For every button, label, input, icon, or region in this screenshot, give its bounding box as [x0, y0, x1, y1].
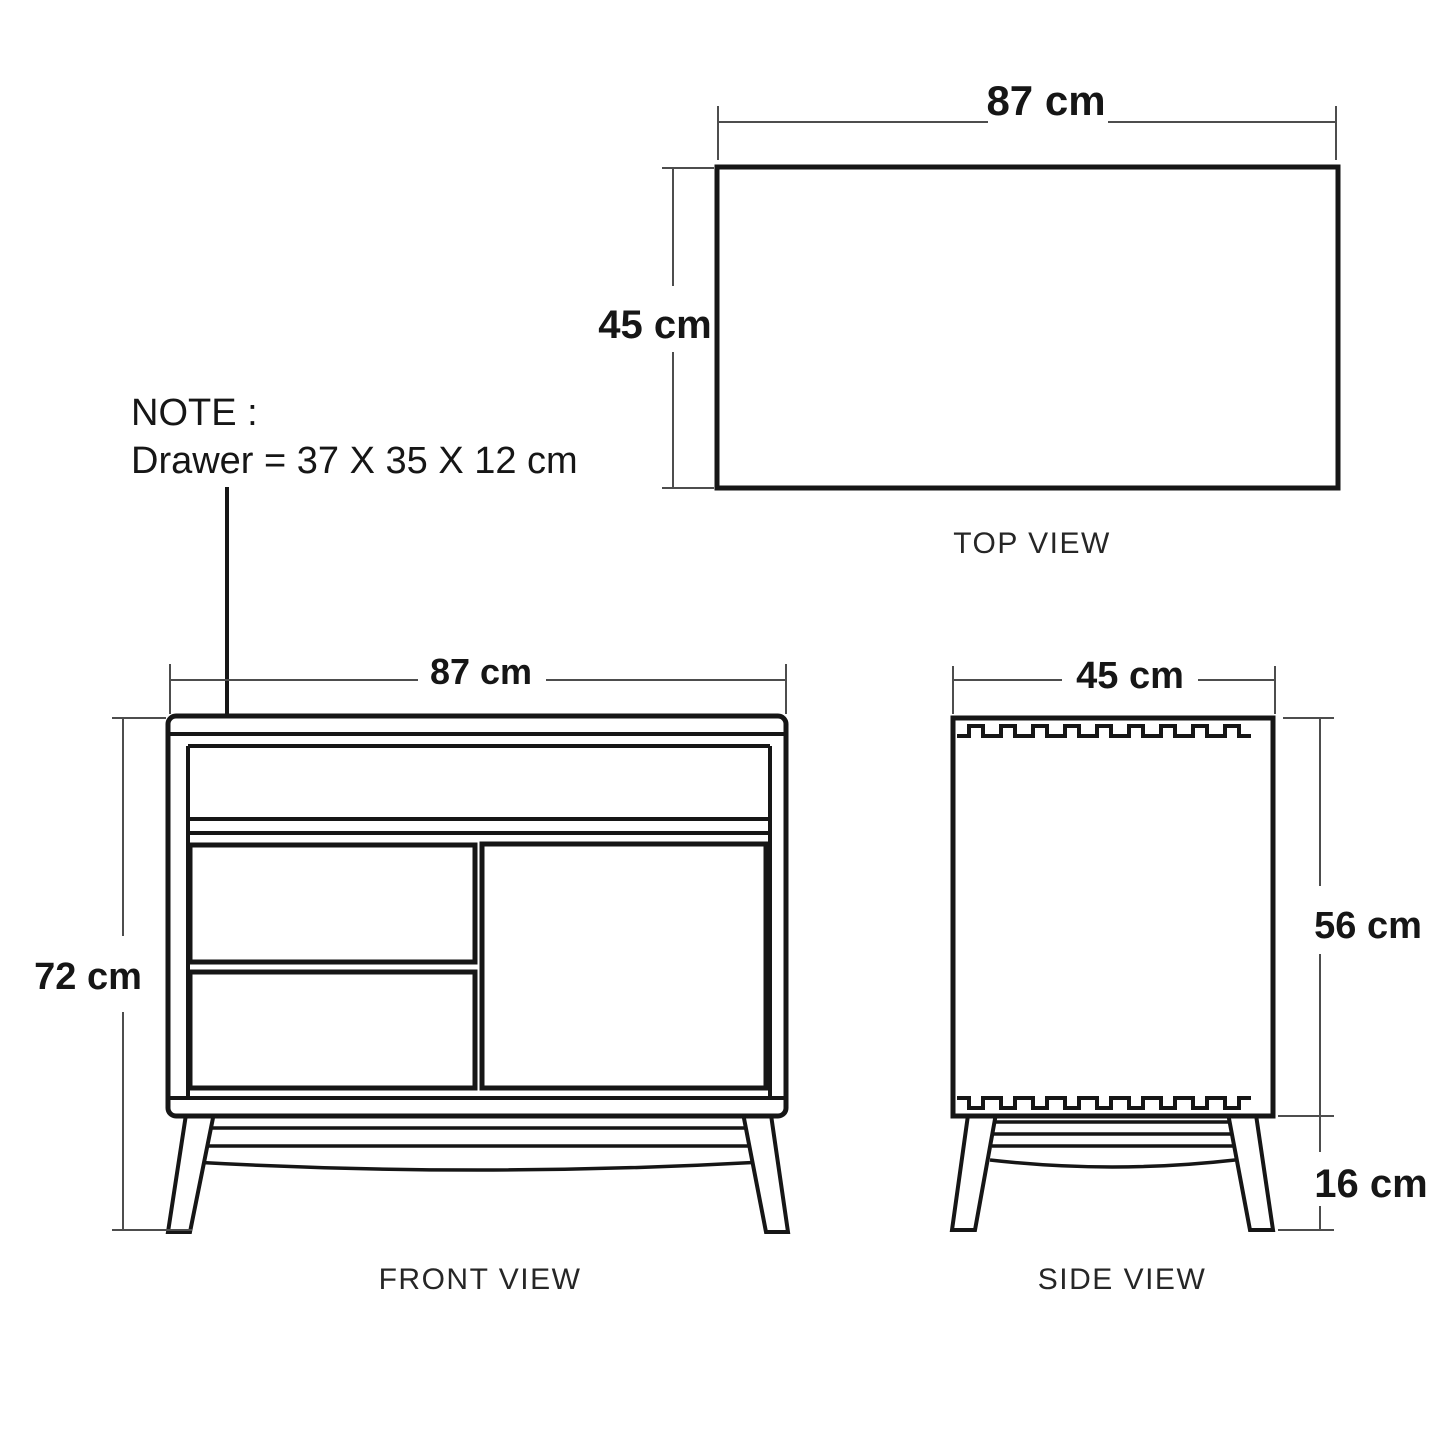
- note-body: Drawer = 37 X 35 X 12 cm: [131, 440, 578, 482]
- top-view-depth-label: 45 cm: [598, 303, 712, 347]
- top-view-caption: TOP VIEW: [953, 527, 1111, 560]
- note-title: NOTE :: [131, 392, 258, 434]
- side-left-leg: [952, 1108, 997, 1230]
- front-left-leg: [168, 1108, 215, 1232]
- side-view-caption: SIDE VIEW: [1037, 1263, 1207, 1296]
- front-view-caption: FRONT VIEW: [378, 1263, 582, 1296]
- side-body-height-label: 56 cm: [1314, 905, 1422, 947]
- top-view: [598, 77, 1338, 560]
- side-right-leg: [1227, 1108, 1273, 1230]
- front-right-leg: [742, 1108, 788, 1232]
- side-view: [952, 655, 1428, 1296]
- side-body-outline: [953, 718, 1273, 1116]
- front-door-panel: [482, 844, 766, 1088]
- top-view-width-label: 87 cm: [986, 77, 1106, 124]
- top-view-outline: [717, 167, 1338, 488]
- front-height-label: 72 cm: [34, 956, 142, 998]
- side-depth-label: 45 cm: [1076, 655, 1184, 697]
- front-view: [34, 651, 788, 1296]
- front-drawer-bottom: [190, 972, 475, 1088]
- side-leg-height-label: 16 cm: [1314, 1162, 1428, 1206]
- front-stretcher-rail-3: [192, 1162, 764, 1170]
- front-drawer-top: [190, 845, 475, 962]
- side-stretcher-rail-4: [990, 1160, 1235, 1167]
- front-width-label: 87 cm: [429, 651, 533, 692]
